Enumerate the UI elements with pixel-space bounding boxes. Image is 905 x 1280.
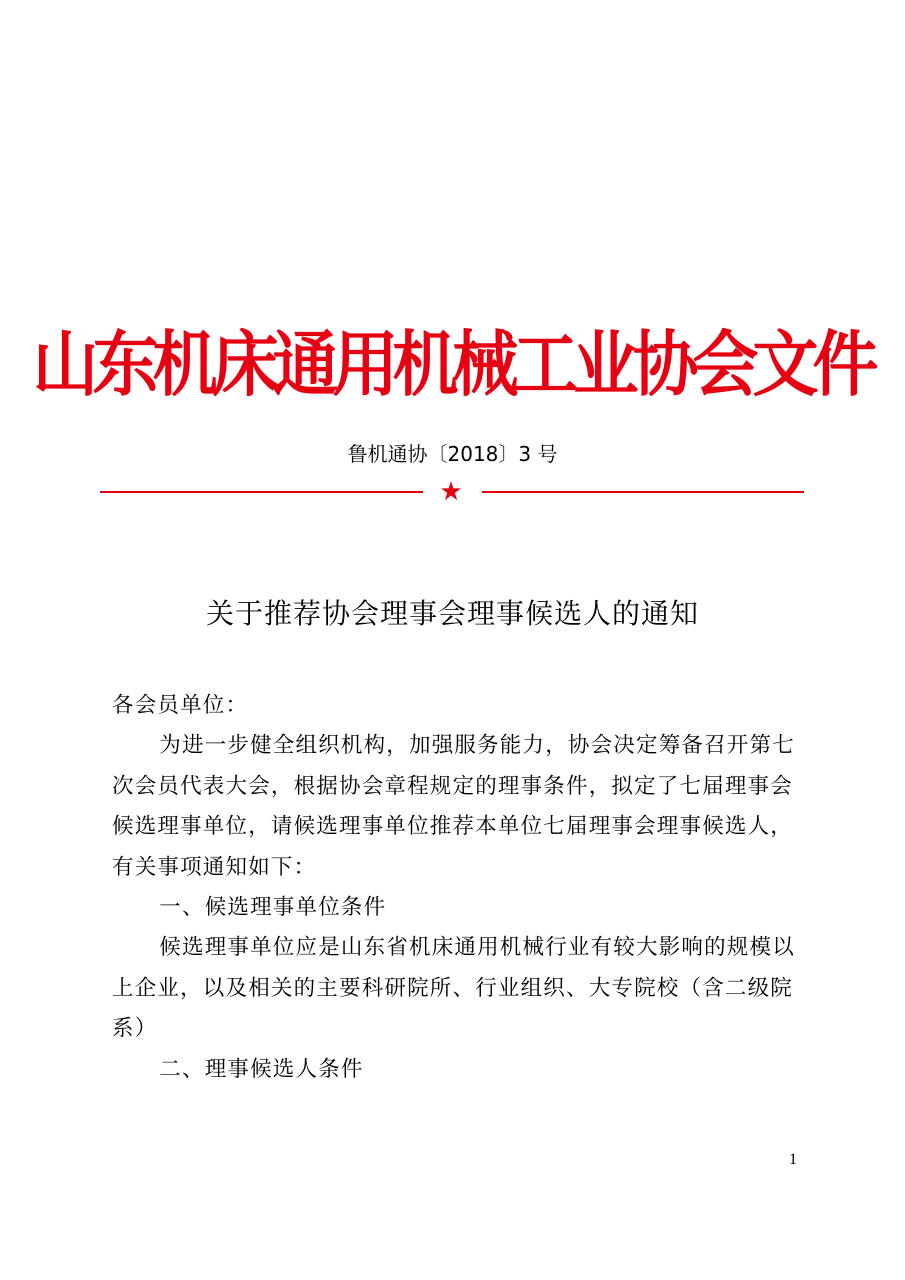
notice-title: 关于推荐协会理事会理事候选人的通知 (205, 597, 699, 630)
body-paragraph-intro: 为进一步健全组织机构，加强服务能力，协会决定筹备召开第七次会员代表大会，根据协会章程规定的理事条件，拟定了七届理事会候选理事单位，请候选理事单位推荐本单位七届理事会理事候选人，有关事项通知如下： (112, 733, 795, 880)
salutation: 各会员单位： (112, 693, 249, 718)
section-heading-1: 一、候选理事单位条件 (159, 895, 387, 921)
notice-body (112, 686, 802, 1090)
red-rule-left (100, 491, 423, 493)
red-rule-right (482, 491, 804, 493)
masthead-title: 山东机床通用机械工业协会文件 (32, 321, 873, 407)
star-icon: ★ (439, 477, 463, 507)
document-number: 鲁机通协〔2018〕3 号 (347, 442, 558, 466)
body-paragraph-conditions: 候选理事单位应是山东省机床通用机械行业有较大影响的规模以上企业，以及相关的主要科研院所、行业组织、大专院校（含二级院系） (112, 935, 795, 1042)
section-heading-2: 二、理事候选人条件 (159, 1056, 364, 1082)
page-number: 1 (789, 1151, 797, 1168)
